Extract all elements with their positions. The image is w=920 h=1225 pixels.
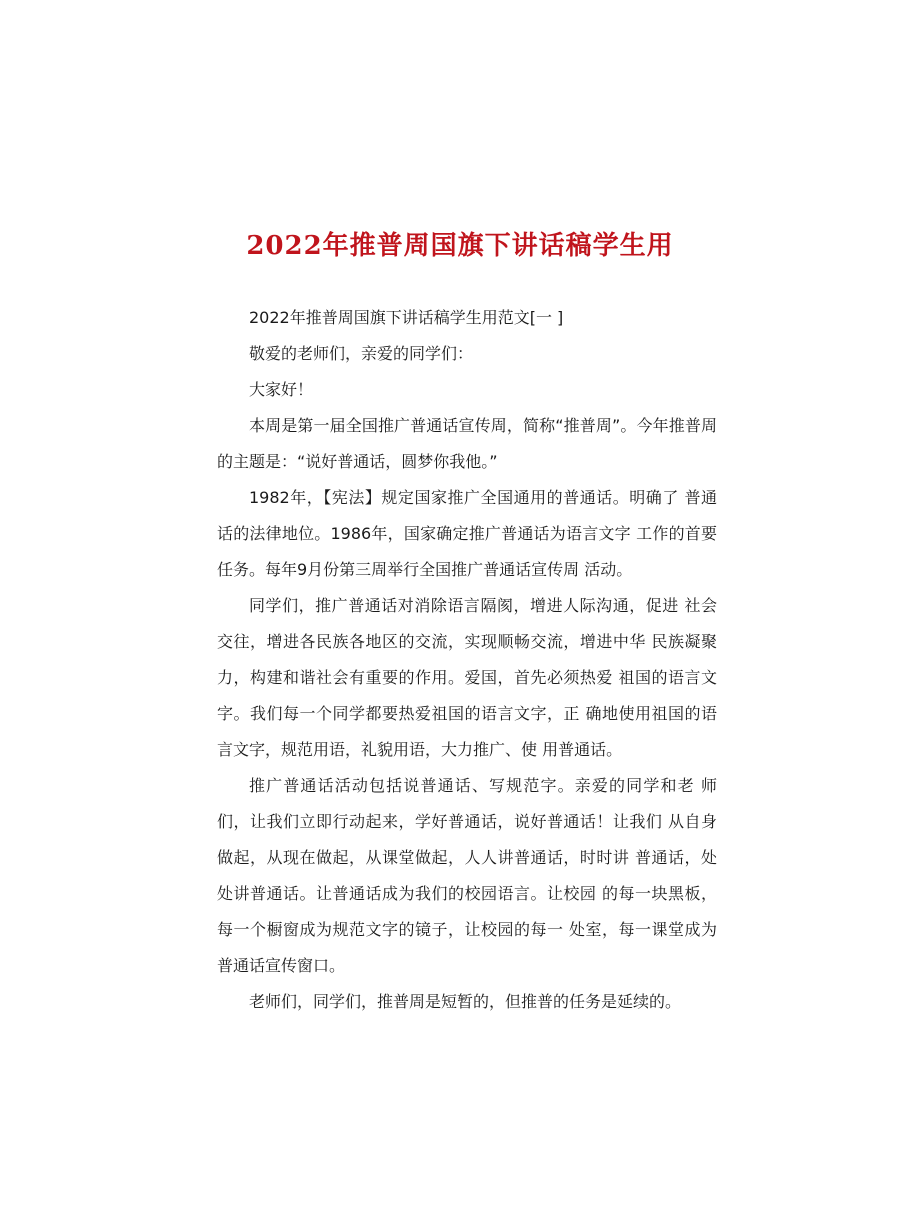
paragraph-intro: 本周是第一届全国推广普通话宣传周，简称“推普周”。今年推普周的主题是：“说好普通话，圆梦你我他。” (217, 416, 717, 471)
document-title: 2022年推普周国旗下讲话稿学生用 (246, 231, 674, 261)
paragraph-greeting: 大家好！ (249, 380, 314, 399)
paragraph-closing: 老师们，同学们，推普周是短暂的，但推普的任务是延续的。 (249, 992, 682, 1011)
paragraph-history: 1982年，【宪法】规定国家推广全国通用的普通话。明确了 普通话的法律地位。1986年，国家确定推广普通话为语言文字 工作的首要任务。每年9月份第三周举行全国推广普通话宣传周 活动。 (217, 488, 717, 579)
paragraph-importance: 同学们，推广普通话对消除语言隔阂，增进人际沟通，促进 社会交往，增进各民族各地区的交流，实现顺畅交流，增进中华 民族凝聚力，构建和谐社会有重要的作用。爱国，首先必须热爱 祖国的语言文字。我们每一个同学都要热爱祖国的语言文字，正 确地使用祖国的语言文字，规范用语，礼貌用语，大力推广、使 用普通话。 (217, 596, 717, 759)
document-body (217, 300, 717, 1020)
paragraph-activities: 推广普通话活动包括说普通话、写规范字。亲爱的同学和老 师们，让我们立即行动起来，学好普通话，说好普通话！让我们 从自身做起，从现在做起，从课堂做起，人人讲普通话，时时讲 普通话，处处讲普通话。让普通话成为我们的校园语言。让校园 的每一块黑板，每一个橱窗成为规范文字的镜子，让校园的每一 处室，每一课堂成为普通话宣传窗口。 (217, 776, 717, 975)
paragraph-subtitle: 2022年推普周国旗下讲话稿学生用范文[一 ] (249, 308, 564, 327)
paragraph-salutation: 敬爱的老师们，亲爱的同学们： (249, 344, 474, 363)
